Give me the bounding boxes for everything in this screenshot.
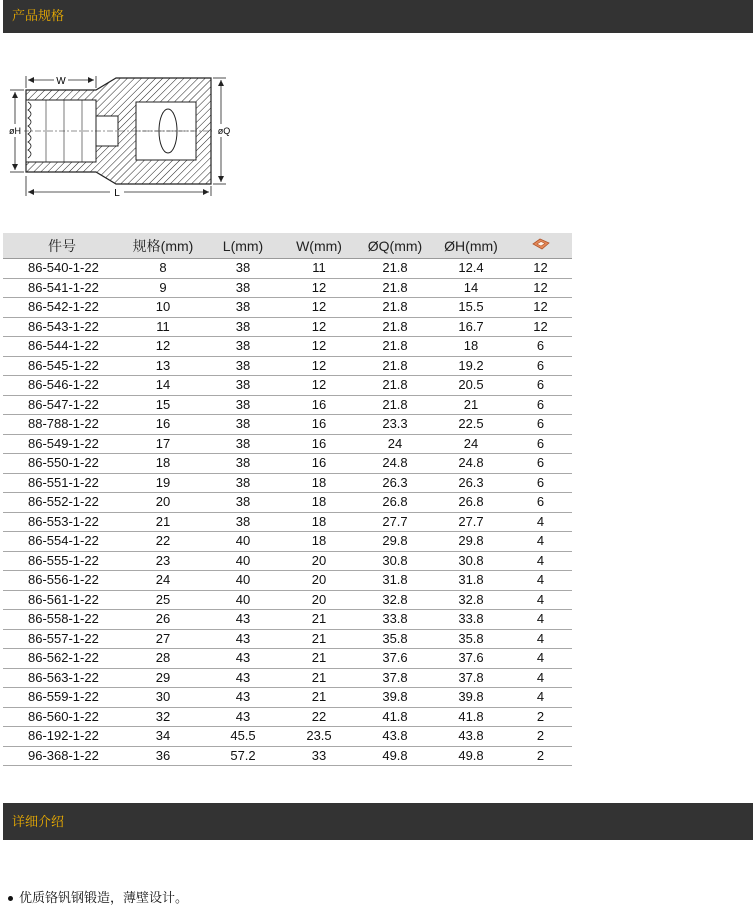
cell-part-number: 86-547-1-22	[3, 395, 121, 415]
cell-quantity: 4	[509, 571, 572, 591]
cell-width: 12	[281, 376, 357, 396]
cell-outer-diameter: 33.8	[357, 610, 433, 630]
table-row	[3, 688, 572, 708]
cell-head-diameter: 24	[433, 434, 509, 454]
table-row	[3, 668, 572, 688]
cell-quantity: 4	[509, 551, 572, 571]
detail-section-title: 详细介绍	[12, 815, 65, 830]
cell-head-diameter: 21	[433, 395, 509, 415]
cell-width: 20	[281, 571, 357, 591]
cell-width: 12	[281, 356, 357, 376]
spec-table	[3, 233, 572, 766]
cell-outer-diameter: 39.8	[357, 688, 433, 708]
cell-length: 40	[205, 590, 281, 610]
cell-part-number: 86-550-1-22	[3, 454, 121, 474]
cell-length: 43	[205, 668, 281, 688]
cell-width: 18	[281, 473, 357, 493]
table-row	[3, 610, 572, 630]
cell-outer-diameter: 21.8	[357, 337, 433, 357]
cell-head-diameter: 33.8	[433, 610, 509, 630]
cell-width: 16	[281, 415, 357, 435]
cell-length: 43	[205, 629, 281, 649]
cell-quantity: 4	[509, 590, 572, 610]
cell-width: 21	[281, 668, 357, 688]
table-row	[3, 317, 572, 337]
cell-outer-diameter: 21.8	[357, 259, 433, 279]
table-header-row	[3, 233, 572, 259]
cell-outer-diameter: 41.8	[357, 707, 433, 727]
cell-length: 40	[205, 551, 281, 571]
cell-outer-diameter: 31.8	[357, 571, 433, 591]
cell-head-diameter: 37.6	[433, 649, 509, 669]
cell-head-diameter: 37.8	[433, 668, 509, 688]
cell-size: 8	[121, 259, 205, 279]
cell-size: 25	[121, 590, 205, 610]
cell-part-number: 86-557-1-22	[3, 629, 121, 649]
cell-part-number: 86-559-1-22	[3, 688, 121, 708]
cell-outer-diameter: 26.8	[357, 493, 433, 513]
cell-outer-diameter: 26.3	[357, 473, 433, 493]
header-length: L(mm)	[205, 233, 281, 259]
socket-dimension-diagram	[6, 72, 236, 200]
cell-length: 45.5	[205, 727, 281, 747]
cell-quantity: 4	[509, 532, 572, 552]
header-outer-diameter: ØQ(mm)	[357, 233, 433, 259]
cell-part-number: 86-552-1-22	[3, 493, 121, 513]
cell-length: 38	[205, 259, 281, 279]
bullet-dot-icon	[8, 896, 13, 901]
cell-size: 27	[121, 629, 205, 649]
table-row	[3, 415, 572, 435]
cell-quantity: 6	[509, 473, 572, 493]
cell-quantity: 12	[509, 278, 572, 298]
header-width: W(mm)	[281, 233, 357, 259]
cell-length: 43	[205, 649, 281, 669]
cell-head-diameter: 43.8	[433, 727, 509, 747]
cell-part-number: 96-368-1-22	[3, 746, 121, 766]
table-row	[3, 395, 572, 415]
cell-width: 21	[281, 629, 357, 649]
cell-head-diameter: 39.8	[433, 688, 509, 708]
cell-size: 21	[121, 512, 205, 532]
cell-outer-diameter: 21.8	[357, 278, 433, 298]
cell-width: 23.5	[281, 727, 357, 747]
cell-quantity: 6	[509, 493, 572, 513]
table-row	[3, 434, 572, 454]
table-row	[3, 629, 572, 649]
cell-width: 12	[281, 337, 357, 357]
table-row	[3, 493, 572, 513]
cell-part-number: 86-541-1-22	[3, 278, 121, 298]
cell-size: 30	[121, 688, 205, 708]
table-row	[3, 259, 572, 279]
cell-head-diameter: 14	[433, 278, 509, 298]
cell-length: 38	[205, 454, 281, 474]
table-row	[3, 727, 572, 747]
cell-part-number: 86-555-1-22	[3, 551, 121, 571]
detail-bullet	[8, 887, 188, 906]
cell-length: 38	[205, 434, 281, 454]
cell-size: 22	[121, 532, 205, 552]
cell-outer-diameter: 24	[357, 434, 433, 454]
cell-outer-diameter: 37.8	[357, 668, 433, 688]
cell-head-diameter: 32.8	[433, 590, 509, 610]
dimension-l-label: L	[114, 188, 120, 199]
cell-part-number: 88-788-1-22	[3, 415, 121, 435]
table-row	[3, 356, 572, 376]
cell-size: 13	[121, 356, 205, 376]
cell-quantity: 6	[509, 356, 572, 376]
table-row	[3, 454, 572, 474]
cell-size: 23	[121, 551, 205, 571]
cell-width: 16	[281, 395, 357, 415]
table-row	[3, 590, 572, 610]
cell-length: 43	[205, 610, 281, 630]
cell-width: 18	[281, 493, 357, 513]
cell-length: 38	[205, 356, 281, 376]
cell-length: 38	[205, 493, 281, 513]
cell-head-diameter: 19.2	[433, 356, 509, 376]
dimension-w-label: W	[56, 76, 66, 87]
header-head-diameter: ØH(mm)	[433, 233, 509, 259]
cell-outer-diameter: 24.8	[357, 454, 433, 474]
cell-outer-diameter: 37.6	[357, 649, 433, 669]
cell-quantity: 6	[509, 337, 572, 357]
cell-outer-diameter: 30.8	[357, 551, 433, 571]
table-row	[3, 746, 572, 766]
cell-part-number: 86-540-1-22	[3, 259, 121, 279]
cell-size: 24	[121, 571, 205, 591]
cell-size: 32	[121, 707, 205, 727]
cell-quantity: 6	[509, 376, 572, 396]
cell-outer-diameter: 21.8	[357, 395, 433, 415]
cell-part-number: 86-551-1-22	[3, 473, 121, 493]
table-row	[3, 707, 572, 727]
cell-size: 15	[121, 395, 205, 415]
cell-length: 40	[205, 571, 281, 591]
cell-size: 19	[121, 473, 205, 493]
cell-head-diameter: 18	[433, 337, 509, 357]
table-row	[3, 532, 572, 552]
cell-part-number: 86-562-1-22	[3, 649, 121, 669]
cell-size: 34	[121, 727, 205, 747]
table-row	[3, 649, 572, 669]
cell-head-diameter: 15.5	[433, 298, 509, 318]
dimension-q-label: øQ	[217, 126, 231, 136]
cell-head-diameter: 12.4	[433, 259, 509, 279]
cell-outer-diameter: 35.8	[357, 629, 433, 649]
cell-size: 14	[121, 376, 205, 396]
cell-width: 12	[281, 298, 357, 318]
cell-quantity: 6	[509, 395, 572, 415]
cell-part-number: 86-554-1-22	[3, 532, 121, 552]
cell-length: 43	[205, 707, 281, 727]
cell-width: 21	[281, 610, 357, 630]
cell-part-number: 86-558-1-22	[3, 610, 121, 630]
cell-quantity: 6	[509, 454, 572, 474]
cell-size: 9	[121, 278, 205, 298]
cell-length: 38	[205, 278, 281, 298]
cell-quantity: 4	[509, 610, 572, 630]
detail-section-header	[3, 803, 753, 840]
cell-head-diameter: 41.8	[433, 707, 509, 727]
cell-head-diameter: 35.8	[433, 629, 509, 649]
cell-width: 12	[281, 317, 357, 337]
cell-width: 22	[281, 707, 357, 727]
cell-part-number: 86-563-1-22	[3, 668, 121, 688]
cell-part-number: 86-556-1-22	[3, 571, 121, 591]
cell-length: 38	[205, 415, 281, 435]
cell-part-number: 86-545-1-22	[3, 356, 121, 376]
cell-size: 29	[121, 668, 205, 688]
cell-size: 26	[121, 610, 205, 630]
detail-bullet-text: 优质铬钒钢锻造，薄壁设计。	[19, 891, 189, 906]
cell-part-number: 86-543-1-22	[3, 317, 121, 337]
table-row	[3, 571, 572, 591]
cell-quantity: 12	[509, 259, 572, 279]
cell-width: 16	[281, 434, 357, 454]
cell-quantity: 4	[509, 512, 572, 532]
cell-part-number: 86-549-1-22	[3, 434, 121, 454]
table-row	[3, 376, 572, 396]
cell-length: 38	[205, 298, 281, 318]
cell-length: 38	[205, 337, 281, 357]
header-quantity	[509, 233, 572, 259]
cell-head-diameter: 16.7	[433, 317, 509, 337]
table-row	[3, 298, 572, 318]
cell-head-diameter: 49.8	[433, 746, 509, 766]
cell-width: 20	[281, 590, 357, 610]
cell-quantity: 2	[509, 746, 572, 766]
cell-head-diameter: 22.5	[433, 415, 509, 435]
cell-width: 11	[281, 259, 357, 279]
cell-head-diameter: 29.8	[433, 532, 509, 552]
cell-outer-diameter: 43.8	[357, 727, 433, 747]
cell-head-diameter: 26.3	[433, 473, 509, 493]
cell-quantity: 4	[509, 668, 572, 688]
cell-outer-diameter: 21.8	[357, 317, 433, 337]
cell-outer-diameter: 27.7	[357, 512, 433, 532]
header-size: 规格(mm)	[121, 233, 205, 259]
cell-head-diameter: 31.8	[433, 571, 509, 591]
spec-section-title: 产品规格	[12, 9, 65, 24]
cell-size: 28	[121, 649, 205, 669]
cell-part-number: 86-544-1-22	[3, 337, 121, 357]
table-row	[3, 512, 572, 532]
cell-size: 11	[121, 317, 205, 337]
cell-length: 38	[205, 317, 281, 337]
cell-width: 18	[281, 532, 357, 552]
cell-head-diameter: 20.5	[433, 376, 509, 396]
cell-width: 20	[281, 551, 357, 571]
cell-width: 16	[281, 454, 357, 474]
cell-size: 18	[121, 454, 205, 474]
cell-length: 38	[205, 512, 281, 532]
header-part-number: 件号	[3, 233, 121, 259]
cell-part-number: 86-561-1-22	[3, 590, 121, 610]
spec-section-header	[3, 0, 753, 33]
table-row	[3, 278, 572, 298]
cell-quantity: 12	[509, 298, 572, 318]
cell-outer-diameter: 49.8	[357, 746, 433, 766]
cell-width: 21	[281, 649, 357, 669]
socket-icon	[531, 237, 551, 251]
cell-outer-diameter: 21.8	[357, 376, 433, 396]
cell-quantity: 4	[509, 688, 572, 708]
cell-head-diameter: 24.8	[433, 454, 509, 474]
cell-size: 20	[121, 493, 205, 513]
table-row	[3, 551, 572, 571]
cell-size: 12	[121, 337, 205, 357]
cell-size: 10	[121, 298, 205, 318]
cell-outer-diameter: 23.3	[357, 415, 433, 435]
cell-size: 17	[121, 434, 205, 454]
table-row	[3, 473, 572, 493]
cell-head-diameter: 30.8	[433, 551, 509, 571]
cell-quantity: 6	[509, 434, 572, 454]
dimension-h-label: øH	[9, 126, 21, 136]
cell-outer-diameter: 29.8	[357, 532, 433, 552]
cell-head-diameter: 27.7	[433, 512, 509, 532]
cell-part-number: 86-553-1-22	[3, 512, 121, 532]
cell-quantity: 12	[509, 317, 572, 337]
cell-width: 33	[281, 746, 357, 766]
cell-part-number: 86-546-1-22	[3, 376, 121, 396]
cell-outer-diameter: 32.8	[357, 590, 433, 610]
cell-quantity: 2	[509, 727, 572, 747]
cell-outer-diameter: 21.8	[357, 356, 433, 376]
cell-size: 36	[121, 746, 205, 766]
cell-quantity: 2	[509, 707, 572, 727]
table-row	[3, 337, 572, 357]
cell-part-number: 86-192-1-22	[3, 727, 121, 747]
cell-quantity: 4	[509, 629, 572, 649]
cell-length: 43	[205, 688, 281, 708]
cell-outer-diameter: 21.8	[357, 298, 433, 318]
cell-length: 57.2	[205, 746, 281, 766]
cell-quantity: 6	[509, 415, 572, 435]
cell-size: 16	[121, 415, 205, 435]
cell-width: 21	[281, 688, 357, 708]
cell-length: 38	[205, 395, 281, 415]
cell-length: 40	[205, 532, 281, 552]
cell-quantity: 4	[509, 649, 572, 669]
cell-head-diameter: 26.8	[433, 493, 509, 513]
cell-part-number: 86-560-1-22	[3, 707, 121, 727]
cell-length: 38	[205, 376, 281, 396]
cell-part-number: 86-542-1-22	[3, 298, 121, 318]
cell-length: 38	[205, 473, 281, 493]
cell-width: 18	[281, 512, 357, 532]
cell-width: 12	[281, 278, 357, 298]
